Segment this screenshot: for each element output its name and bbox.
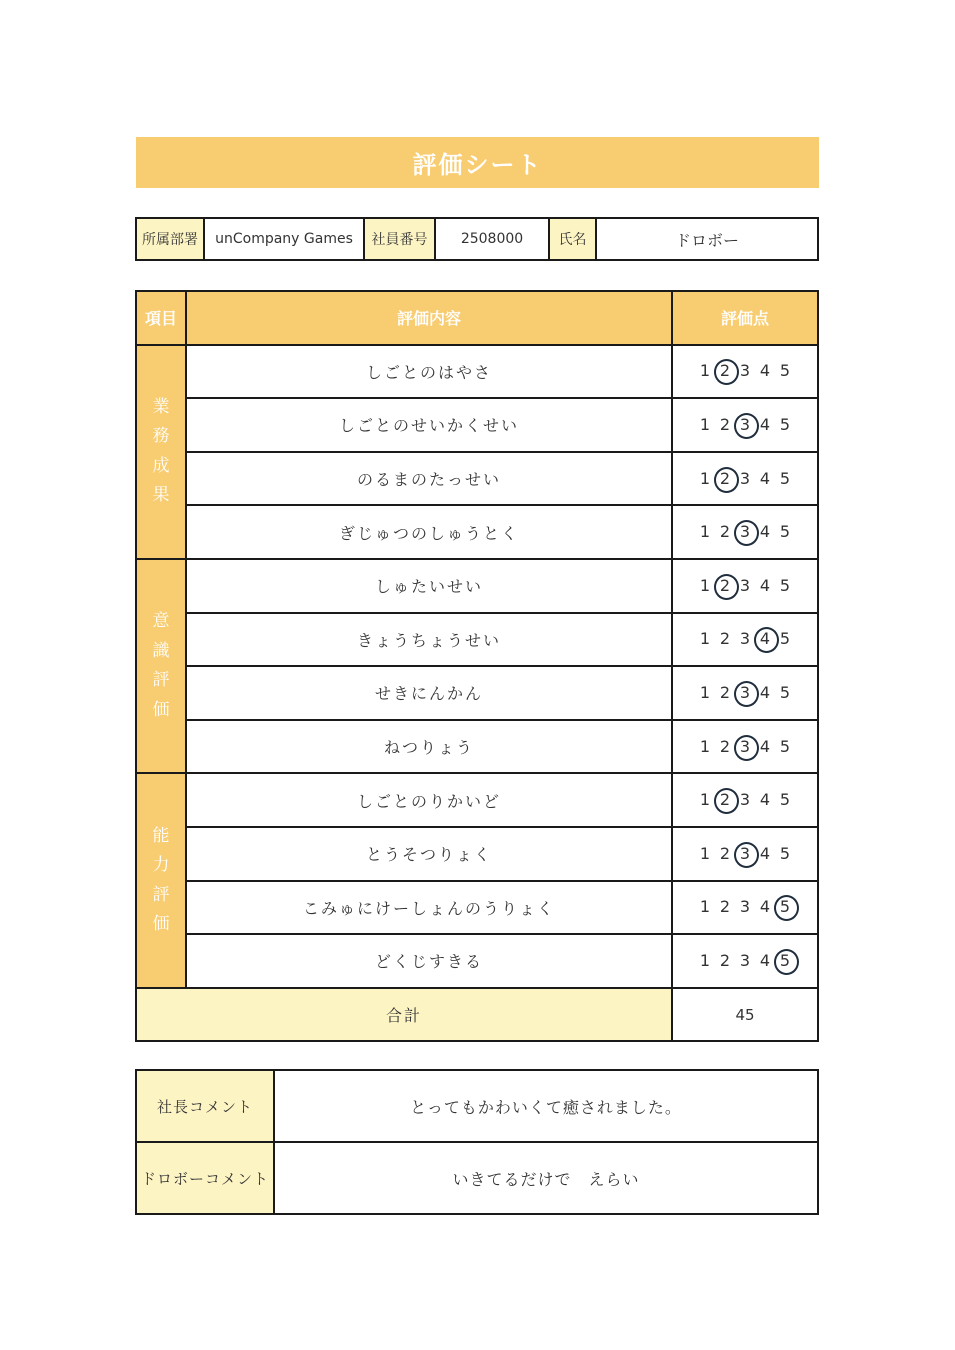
score-scale [695, 467, 795, 491]
score-option: 4 [759, 736, 771, 756]
dept-label: 所属部署 [136, 218, 204, 260]
evaluation-row [136, 666, 818, 720]
score-selected: 2 [715, 467, 735, 491]
evaluation-item-name: こみゅにけーしょんのうりょく [186, 881, 672, 935]
score-option: 4 [759, 414, 771, 434]
president-comment-text: とってもかわいくて癒されました。 [274, 1070, 818, 1142]
evaluation-score [672, 934, 818, 988]
score-option: 5 [779, 790, 791, 810]
score-selected: 3 [735, 681, 755, 705]
total-value: 45 [672, 988, 818, 1042]
comment-row-dorobo [136, 1142, 818, 1214]
name-value: ドロボー [596, 218, 818, 260]
score-option: 5 [779, 736, 791, 756]
sheet-title: 評価シート [136, 137, 819, 188]
evaluation-item-name: きょうちょうせい [186, 613, 672, 667]
evaluation-row [136, 773, 818, 827]
comment-row-president [136, 1070, 818, 1142]
col-category-header: 項目 [136, 291, 186, 345]
score-scale [695, 359, 795, 383]
evaluation-row [136, 345, 818, 399]
evaluation-item-name: どくじすきる [186, 934, 672, 988]
score-selected: 4 [755, 627, 775, 651]
score-option: 5 [779, 629, 791, 649]
president-comment-label: 社長コメント [136, 1070, 274, 1142]
score-selected: 3 [735, 520, 755, 544]
score-scale [695, 413, 795, 437]
evaluation-table [135, 290, 819, 1042]
comment-table [135, 1069, 819, 1215]
score-option: 5 [779, 468, 791, 488]
evaluation-row [136, 613, 818, 667]
score-option: 2 [719, 682, 731, 702]
score-option: 2 [719, 414, 731, 434]
score-option: 3 [739, 950, 751, 970]
evaluation-score [672, 559, 818, 613]
score-option: 1 [699, 950, 711, 970]
evaluation-item-name: のるまのたっせい [186, 452, 672, 506]
evaluation-row [136, 452, 818, 506]
evaluation-score [672, 827, 818, 881]
score-option: 5 [779, 522, 791, 542]
evaluation-score [672, 398, 818, 452]
score-option: 1 [699, 414, 711, 434]
employee-info-row [136, 218, 818, 260]
category-label [136, 345, 186, 559]
score-option: 4 [759, 361, 771, 381]
score-selected: 2 [715, 359, 735, 383]
score-option: 4 [759, 468, 771, 488]
score-selected: 3 [735, 413, 755, 437]
evaluation-row [136, 505, 818, 559]
score-option: 1 [699, 361, 711, 381]
score-option: 4 [759, 790, 771, 810]
evaluation-header-row [136, 291, 818, 345]
category-label-text: 業務成果 [152, 396, 170, 506]
score-scale [695, 574, 795, 598]
category-label [136, 559, 186, 773]
score-option: 1 [699, 468, 711, 488]
score-option: 2 [719, 843, 731, 863]
score-option: 1 [699, 629, 711, 649]
score-option: 5 [779, 361, 791, 381]
evaluation-item-name: ぎじゅつのしゅうとく [186, 505, 672, 559]
score-option: 4 [759, 682, 771, 702]
score-option: 4 [759, 843, 771, 863]
score-option: 2 [719, 897, 731, 917]
evaluation-score [672, 720, 818, 774]
employee-info-table [135, 217, 819, 261]
score-option: 3 [739, 361, 751, 381]
evaluation-score [672, 452, 818, 506]
name-label: 氏名 [549, 218, 596, 260]
score-scale [695, 520, 795, 544]
col-score-header: 評価点 [672, 291, 818, 345]
emp-no-label: 社員番号 [364, 218, 435, 260]
evaluation-score [672, 613, 818, 667]
score-option: 2 [719, 736, 731, 756]
score-selected: 3 [735, 842, 755, 866]
score-option: 5 [779, 575, 791, 595]
score-option: 1 [699, 897, 711, 917]
total-label: 合計 [136, 988, 672, 1042]
dept-value: unCompany Games [204, 218, 364, 260]
score-scale [695, 842, 795, 866]
score-option: 1 [699, 682, 711, 702]
evaluation-item-name: とうそつりょく [186, 827, 672, 881]
evaluation-item-name: ねつりょう [186, 720, 672, 774]
score-option: 2 [719, 950, 731, 970]
score-option: 3 [739, 575, 751, 595]
category-label-text: 意識評価 [152, 611, 170, 720]
score-option: 3 [739, 629, 751, 649]
score-option: 1 [699, 843, 711, 863]
score-option: 3 [739, 468, 751, 488]
evaluation-row [136, 559, 818, 613]
score-option: 1 [699, 736, 711, 756]
evaluation-row [136, 827, 818, 881]
evaluation-score [672, 505, 818, 559]
score-option: 4 [759, 575, 771, 595]
evaluation-item-name: しごとのりかいど [186, 773, 672, 827]
score-option: 4 [759, 950, 771, 970]
evaluation-score [672, 773, 818, 827]
dorobo-comment-label: ドロボーコメント [136, 1142, 274, 1214]
score-selected: 5 [775, 949, 795, 973]
evaluation-row [136, 881, 818, 935]
score-option: 1 [699, 575, 711, 595]
emp-no-value: 2508000 [435, 218, 549, 260]
category-label [136, 773, 186, 987]
evaluation-item-name: しゅたいせい [186, 559, 672, 613]
score-scale [695, 627, 795, 651]
category-label-text: 能力評価 [152, 825, 170, 935]
score-selected: 2 [715, 574, 735, 598]
evaluation-item-name: しごとのはやさ [186, 345, 672, 399]
score-scale [695, 788, 795, 812]
score-scale [695, 895, 795, 919]
score-option: 2 [719, 629, 731, 649]
score-option: 4 [759, 522, 771, 542]
score-option: 3 [739, 897, 751, 917]
evaluation-item-name: せきにんかん [186, 666, 672, 720]
score-scale [695, 681, 795, 705]
score-option: 1 [699, 522, 711, 542]
total-row [136, 988, 818, 1042]
score-option: 1 [699, 790, 711, 810]
score-option: 5 [779, 843, 791, 863]
evaluation-row [136, 398, 818, 452]
score-selected: 3 [735, 735, 755, 759]
score-scale [695, 735, 795, 759]
score-option: 4 [759, 897, 771, 917]
score-option: 5 [779, 682, 791, 702]
dorobo-comment-text: いきてるだけで えらい [274, 1142, 818, 1214]
evaluation-item-name: しごとのせいかくせい [186, 398, 672, 452]
col-content-header: 評価内容 [186, 291, 672, 345]
evaluation-score [672, 666, 818, 720]
evaluation-score [672, 881, 818, 935]
score-option: 2 [719, 522, 731, 542]
score-selected: 2 [715, 788, 735, 812]
score-option: 5 [779, 414, 791, 434]
evaluation-row [136, 934, 818, 988]
score-option: 3 [739, 790, 751, 810]
score-selected: 5 [775, 895, 795, 919]
evaluation-row [136, 720, 818, 774]
evaluation-score [672, 345, 818, 399]
score-scale [695, 949, 795, 973]
